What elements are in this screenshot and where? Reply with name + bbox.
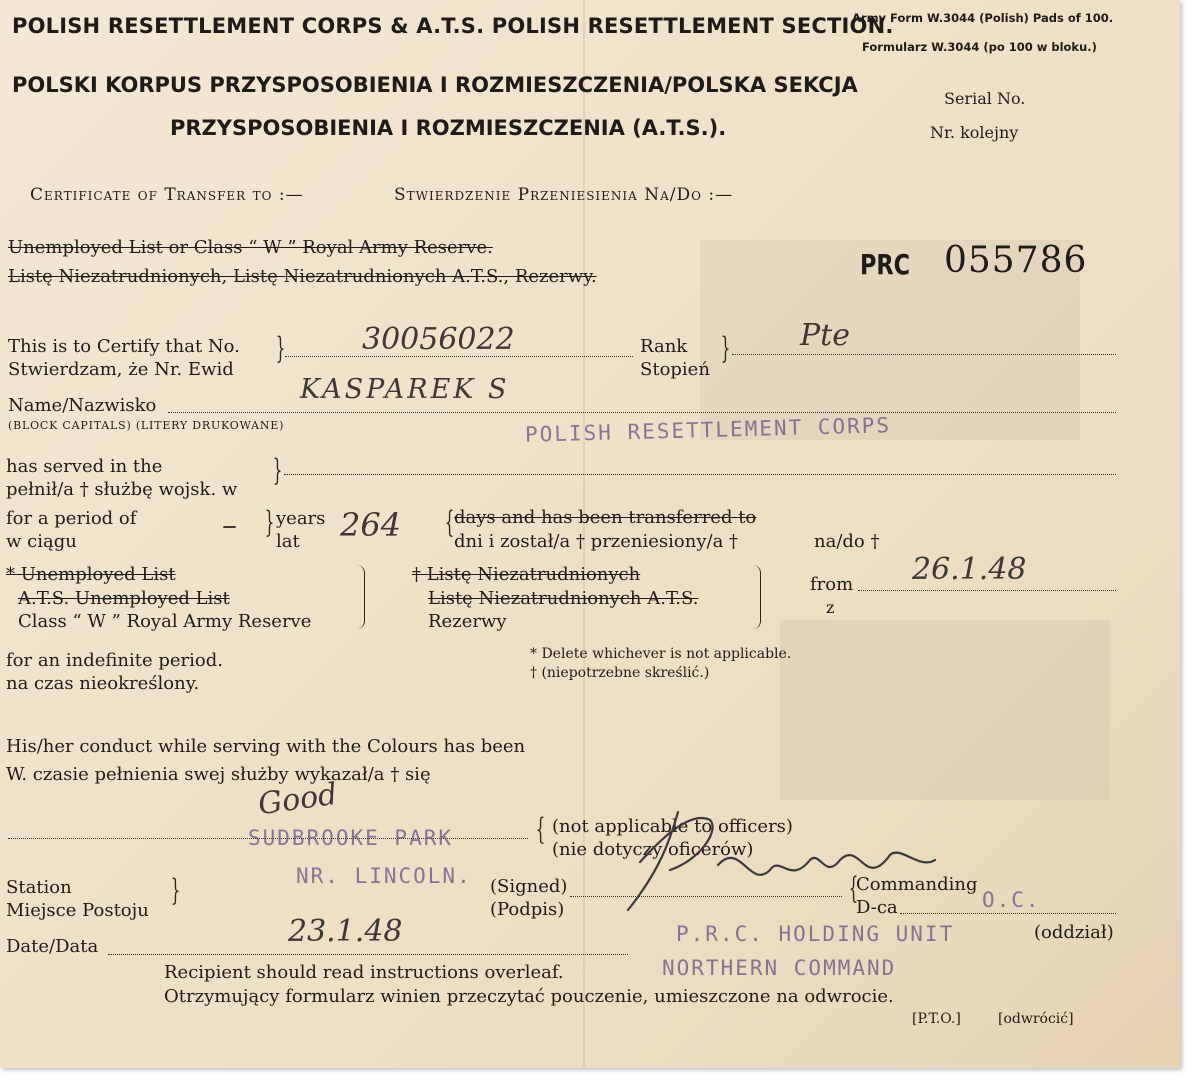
served-label-en: has served in the	[6, 456, 163, 477]
brace: {	[444, 505, 455, 540]
served-label-pl: pełnił/a † służbę wojsk. w	[6, 479, 238, 500]
options-brace-left	[356, 565, 365, 629]
army-form-number: Army Form W.3044 (Polish) Pads of 100.	[852, 11, 1114, 25]
handwritten-from-date: 26.1.48	[912, 552, 1027, 587]
handwritten-days: 264	[340, 506, 402, 544]
nado-label: na/do †	[814, 531, 880, 552]
handwritten-name: KASPAREK S	[300, 374, 510, 405]
days-en-text: days and has been transferred to	[454, 507, 757, 528]
commanding-label-en: Commanding	[856, 874, 978, 895]
brace: {	[848, 871, 859, 906]
stamp-oc: O.C.	[982, 888, 1041, 912]
brace: {	[535, 812, 546, 847]
option-en-2: A.T.S. Unemployed List	[18, 588, 230, 609]
brace: }	[264, 505, 275, 540]
from-label-pl: z	[826, 598, 835, 617]
options-brace-right	[752, 565, 761, 629]
list-description-en	[8, 237, 493, 258]
stamp-sudbrooke-park: SUDBROOKE PARK	[248, 826, 454, 850]
header-line-1: POLISH RESETTLEMENT CORPS & A.T.S. POLISH RESETTLEMENT SECTION.	[12, 14, 894, 38]
stamp-northern-command: NORTHERN COMMAND	[662, 956, 897, 980]
stamp-polish-resettlement-corps: POLISH RESETTLEMENT CORPS	[524, 413, 892, 447]
name-dotted-line	[168, 412, 1116, 413]
prc-prefix: PRC	[860, 248, 911, 281]
rank-label-pl: Stopień	[640, 359, 710, 380]
option-en-1: * Unemployed List	[6, 564, 176, 585]
date-label: Date/Data	[6, 936, 99, 957]
stamp-holding-unit: P.R.C. HOLDING UNIT	[676, 922, 955, 946]
handwritten-conduct: Good	[255, 776, 340, 823]
name-sub-label: (BLOCK CAPITALS) (LITERY DRUKOWANE)	[8, 419, 285, 432]
option-pl-3: Rezerwy	[428, 611, 507, 632]
conduct-label-en: His/her conduct while serving with the Colours has been	[6, 736, 526, 757]
serial-label: Serial No.	[944, 89, 1026, 108]
indefinite-pl: na czas nieokreślony.	[6, 673, 200, 694]
option-pl-1-text: † Listę Niezatrudnionych	[412, 564, 641, 585]
option-pl-1	[412, 564, 640, 585]
rank-label-en: Rank	[640, 336, 688, 357]
years-label-pl: lat	[276, 531, 300, 552]
header-line-3: PRZYSPOSOBIENIA I ROZMIESZCZENIA (A.T.S.).	[170, 116, 727, 140]
option-unemployed-list	[6, 564, 176, 585]
days-label-pl: dni i został/a † przeniesiony/a †	[454, 531, 739, 552]
not-officers-en: (not applicable to officers)	[552, 816, 793, 837]
recipient-note-pl: Otrzymujący formularz winien przeczytać pouczenie, umieszczone na odwrocie.	[164, 986, 894, 1007]
option-pl-2	[428, 588, 698, 609]
recipient-note-en: Recipient should read instructions overleaf.	[164, 962, 564, 983]
handwritten-number: 30056022	[362, 322, 515, 357]
date-dotted-line	[108, 954, 628, 955]
handwritten-years: –	[222, 508, 237, 543]
indefinite-en: for an indefinite period.	[6, 650, 223, 671]
delete-note-pl: † (niepotrzebne skreślić.)	[530, 665, 710, 681]
certify-label-pl: Stwierdzam, że Nr. Ewid	[8, 359, 234, 380]
handwritten-date: 23.1.48	[288, 914, 403, 949]
conduct-label-pl: W. czasie pełnienia swej służby wykazał/a † się	[6, 764, 431, 785]
station-label-pl: Miejsce Postoju	[6, 900, 149, 921]
certify-label-en: This is to Certify that No.	[8, 336, 240, 357]
signed-label-pl: (Podpis)	[490, 899, 565, 920]
days-label-en	[454, 507, 756, 528]
station-label-en: Station	[6, 877, 72, 898]
certificate-title-en: Certificate of Transfer to :—	[30, 185, 304, 205]
brace: }	[272, 453, 283, 488]
option-class-w: Class “ W ” Royal Army Reserve	[18, 611, 312, 632]
option-ats-unemployed	[18, 588, 230, 609]
from-label: from	[810, 574, 854, 595]
delete-note-en: * Delete whichever is not applicable.	[530, 646, 792, 662]
list-pl-text: Listę Niezatrudnionych, Listę Niezatrudnionych A.T.S., Rezerwy.	[8, 266, 597, 287]
serial-label-pl: Nr. kolejny	[930, 123, 1019, 142]
years-label-en: years	[276, 508, 326, 529]
not-officers-pl: (nie dotyczy oficerów)	[552, 839, 754, 860]
signed-label-en: (Signed)	[490, 876, 568, 897]
served-dotted-line	[284, 474, 1116, 475]
brace: }	[275, 331, 286, 366]
oddzial-label: (oddział)	[1034, 922, 1114, 943]
option-pl-2-text: Listę Niezatrudnionych A.T.S.	[428, 588, 699, 609]
period-label-pl: w ciągu	[6, 531, 77, 552]
rank-dotted-line	[732, 354, 1116, 355]
formularz-number: Formularz W.3044 (po 100 w bloku.)	[862, 40, 1097, 54]
pto-label: [P.T.O.]	[912, 1011, 961, 1027]
name-label: Name/Nazwisko	[8, 395, 157, 416]
brace: }	[170, 873, 181, 908]
header-line-2: POLSKI KORPUS PRZYSPOSOBIENIA I ROZMIESZCZENIA/POLSKA SEKCJA	[12, 73, 858, 97]
commanding-label-pl: D-ca	[856, 897, 898, 918]
odwrocic-label: [odwrócić]	[998, 1011, 1074, 1027]
stamp-nr-lincoln: NR. LINCOLN.	[296, 864, 472, 888]
handwritten-rank: Pte	[800, 318, 850, 353]
serial-number: 055786	[944, 240, 1088, 281]
brace: }	[720, 331, 731, 366]
commanding-dotted-line	[900, 913, 1116, 914]
period-label-en: for a period of	[6, 508, 137, 529]
list-description-pl	[8, 266, 597, 287]
list-en-text: Unemployed List or Class “ W ” Royal Army Reserve.	[8, 237, 493, 258]
bleed-through-area-2	[780, 620, 1110, 800]
certificate-title-pl: Stwierdzenie Przeniesienia Na/Do :—	[394, 185, 734, 205]
from-dotted-line	[858, 590, 1116, 591]
